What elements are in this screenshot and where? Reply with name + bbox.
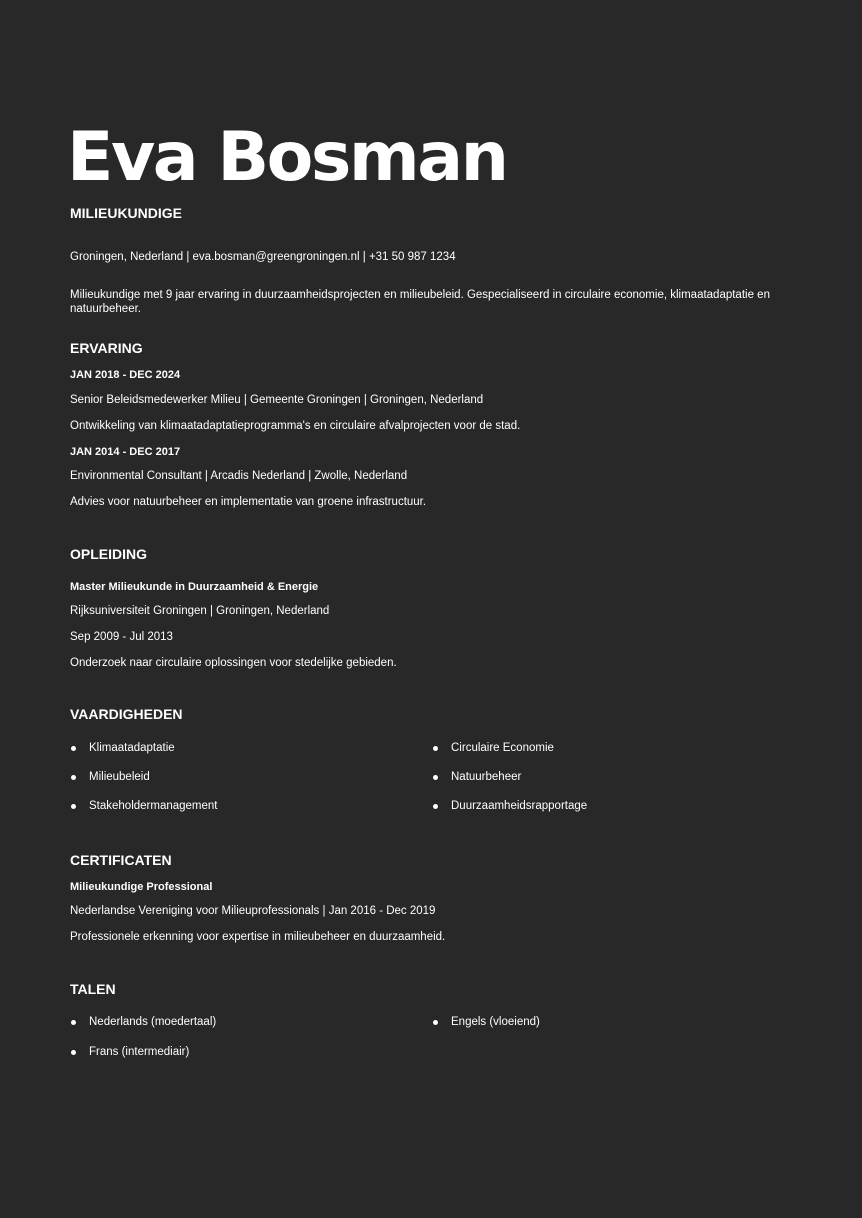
languages-heading: TALEN [70, 981, 116, 997]
experience-period: JAN 2018 - DEC 2024 [70, 369, 181, 381]
education-heading: OPLEIDING [70, 546, 148, 562]
candidate-role: MILIEUKUNDIGE [70, 205, 182, 221]
skill-item: Duurzaamheidsrapportage [432, 799, 587, 814]
contact-line: Groningen, Nederland | eva.bosman@greengroningen.nl | +31 50 987 1234 [70, 251, 456, 263]
certificate-description: Professionele erkenning voor expertise in milieubeheer en duurzaamheid. [70, 931, 446, 943]
language-item: Frans (intermediair) [70, 1045, 189, 1060]
candidate-name: Eva Bosman [67, 118, 507, 197]
education-institution: Rijksuniversiteit Groningen | Groningen, Nederland [70, 605, 330, 617]
education-period: Sep 2009 - Jul 2013 [70, 631, 173, 643]
education-degree: Master Milieukunde in Duurzaamheid & Energie [70, 581, 319, 593]
experience-description: Advies voor natuurbeheer en implementatie van groene infrastructuur. [70, 496, 427, 508]
language-item: Nederlands (moedertaal) [70, 1015, 216, 1030]
certificates-heading: CERTIFICATEN [70, 852, 172, 868]
skill-item: Milieubeleid [70, 770, 150, 785]
skill-item: Klimaatadaptatie [70, 741, 175, 756]
skill-item: Natuurbeheer [432, 770, 521, 785]
experience-heading: ERVARING [70, 340, 143, 356]
profile-summary: Milieukundige met 9 jaar ervaring in duurzaamheidsprojecten en milieubeleid. Gespecialiseerd in circulaire economie, klimaatadaptatie en natuurbeheer. [70, 289, 770, 315]
skill-item: Stakeholdermanagement [70, 799, 218, 814]
language-item: Engels (vloeiend) [432, 1015, 540, 1030]
experience-position: Senior Beleidsmedewerker Milieu | Gemeente Groningen | Groningen, Nederland [70, 394, 484, 406]
experience-period: JAN 2014 - DEC 2017 [70, 446, 181, 458]
skills-heading: VAARDIGHEDEN [70, 706, 183, 722]
certificate-issuer: Nederlandse Vereniging voor Milieuprofessionals | Jan 2016 - Dec 2019 [70, 905, 436, 917]
education-description: Onderzoek naar circulaire oplossingen voor stedelijke gebieden. [70, 657, 397, 669]
certificate-name: Milieukundige Professional [70, 881, 213, 893]
skill-item: Circulaire Economie [432, 741, 554, 756]
experience-description: Ontwikkeling van klimaatadaptatieprogramma's en circulaire afvalprojecten voor de stad. [70, 420, 521, 432]
experience-position: Environmental Consultant | Arcadis Nederland | Zwolle, Nederland [70, 470, 408, 482]
